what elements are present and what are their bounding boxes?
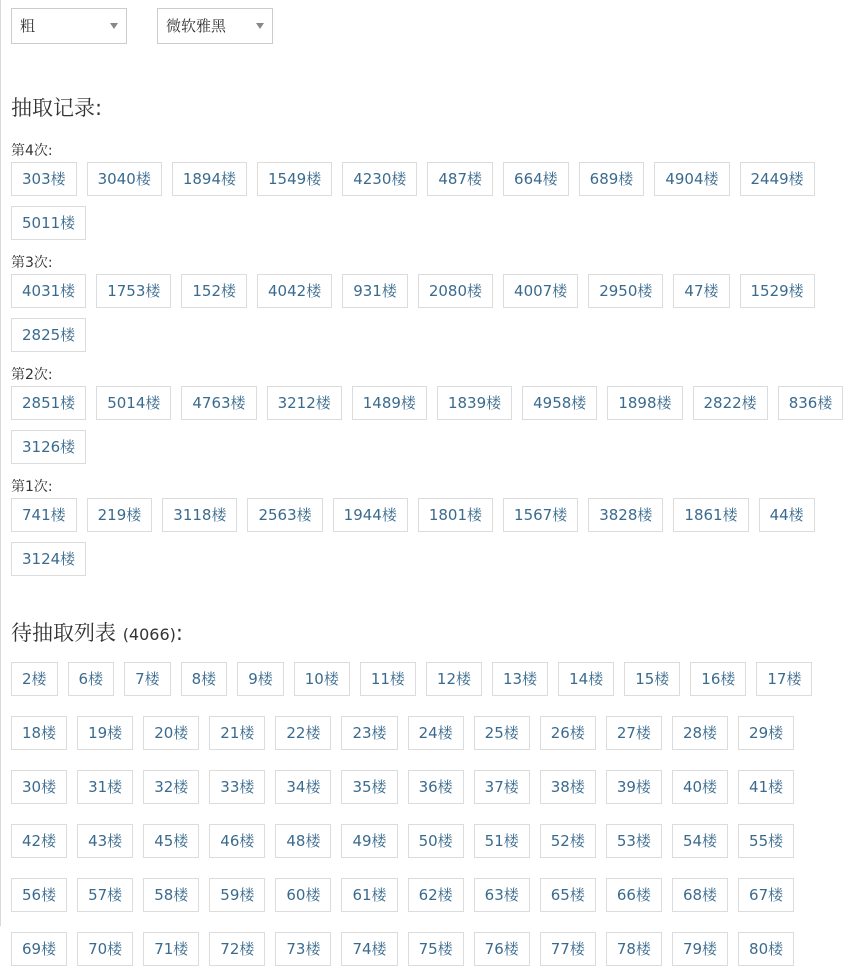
pending-item[interactable]: 73楼 (275, 932, 331, 966)
pending-item[interactable]: 62楼 (408, 878, 464, 912)
pending-item[interactable]: 8楼 (181, 662, 228, 696)
pending-item[interactable]: 10楼 (294, 662, 350, 696)
round-items (11, 162, 851, 240)
record-item[interactable]: 836楼 (778, 386, 844, 420)
record-item[interactable]: 4230楼 (342, 162, 417, 196)
pending-item[interactable]: 31楼 (77, 770, 133, 804)
record-item[interactable]: 2950楼 (588, 274, 663, 308)
round-items (11, 498, 851, 576)
record-item[interactable]: 1801楼 (418, 498, 493, 532)
pending-item[interactable]: 49楼 (341, 824, 397, 858)
font-family-select[interactable] (157, 8, 273, 44)
pending-item[interactable]: 74楼 (341, 932, 397, 966)
pending-item[interactable]: 40楼 (672, 770, 728, 804)
pending-item[interactable]: 9楼 (237, 662, 284, 696)
pending-item[interactable]: 38楼 (540, 770, 596, 804)
record-item[interactable]: 1489楼 (352, 386, 427, 420)
pending-item[interactable]: 14楼 (558, 662, 614, 696)
record-item[interactable]: 219楼 (87, 498, 153, 532)
pending-item[interactable]: 67楼 (738, 878, 794, 912)
round-label: 第3次: (11, 255, 53, 271)
record-item[interactable]: 931楼 (342, 274, 408, 308)
record-item[interactable]: 741楼 (11, 498, 77, 532)
record-item[interactable]: 1839楼 (437, 386, 512, 420)
pending-item[interactable]: 36楼 (408, 770, 464, 804)
round-label: 第2次: (11, 367, 53, 383)
font-family-value: 微软雅黑 (166, 17, 227, 35)
pending-item[interactable]: 24楼 (408, 716, 464, 750)
pending-item[interactable]: 55楼 (738, 824, 794, 858)
pending-count: (4066) (122, 625, 176, 644)
pending-item[interactable]: 6楼 (68, 662, 115, 696)
pending-item[interactable]: 32楼 (143, 770, 199, 804)
pending-item[interactable]: 17楼 (756, 662, 812, 696)
round-label: 第4次: (11, 143, 53, 159)
pending-item[interactable]: 43楼 (77, 824, 133, 858)
record-item[interactable]: 303楼 (11, 162, 77, 196)
pending-item[interactable]: 11楼 (360, 662, 416, 696)
record-item[interactable]: 4031楼 (11, 274, 86, 308)
pending-item[interactable]: 59楼 (209, 878, 265, 912)
pending-item[interactable]: 71楼 (143, 932, 199, 966)
pending-item[interactable]: 52楼 (540, 824, 596, 858)
pending-item[interactable]: 57楼 (77, 878, 133, 912)
pending-item[interactable]: 33楼 (209, 770, 265, 804)
pending-item[interactable]: 16楼 (690, 662, 746, 696)
pending-item[interactable]: 54楼 (672, 824, 728, 858)
font-weight-select[interactable] (11, 8, 127, 44)
pending-item[interactable]: 70楼 (77, 932, 133, 966)
record-item[interactable]: 4958楼 (522, 386, 597, 420)
record-item[interactable]: 689楼 (579, 162, 645, 196)
round-items (11, 274, 851, 352)
record-item[interactable]: 4904楼 (654, 162, 729, 196)
record-item[interactable]: 3040楼 (87, 162, 162, 196)
pending-item[interactable]: 77楼 (540, 932, 596, 966)
pending-item[interactable]: 69楼 (11, 932, 67, 966)
record-item[interactable]: 1753楼 (96, 274, 171, 308)
pending-item[interactable]: 37楼 (474, 770, 530, 804)
pending-item[interactable]: 7楼 (124, 662, 171, 696)
pending-item[interactable]: 35楼 (341, 770, 397, 804)
chevron-down-icon (256, 23, 264, 29)
record-item[interactable]: 5011楼 (11, 206, 86, 240)
font-weight-value: 粗 (20, 17, 36, 35)
record-item[interactable]: 1944楼 (333, 498, 408, 532)
pending-item[interactable]: 48楼 (275, 824, 331, 858)
record-item[interactable]: 2822楼 (693, 386, 768, 420)
record-item[interactable]: 3828楼 (588, 498, 663, 532)
pending-item[interactable]: 39楼 (606, 770, 662, 804)
round-items (11, 386, 851, 464)
record-item[interactable]: 2080楼 (418, 274, 493, 308)
record-item[interactable]: 1861楼 (673, 498, 748, 532)
record-item[interactable]: 3212楼 (267, 386, 342, 420)
pending-item[interactable]: 65楼 (540, 878, 596, 912)
pending-heading-suffix: : (175, 621, 183, 645)
pending-item[interactable]: 45楼 (143, 824, 199, 858)
pending-item[interactable]: 29楼 (738, 716, 794, 750)
chevron-down-icon (110, 23, 118, 29)
record-item[interactable]: 664楼 (503, 162, 569, 196)
record-item[interactable]: 5014楼 (96, 386, 171, 420)
pending-item[interactable]: 72楼 (209, 932, 265, 966)
pending-item[interactable]: 21楼 (209, 716, 265, 750)
record-item[interactable]: 3126楼 (11, 430, 86, 464)
record-item[interactable]: 2449楼 (740, 162, 815, 196)
pending-item[interactable]: 30楼 (11, 770, 67, 804)
records-heading: 抽取记录: (11, 96, 103, 120)
record-item[interactable]: 1898楼 (607, 386, 682, 420)
pending-list (11, 662, 861, 976)
pending-item[interactable]: 63楼 (474, 878, 530, 912)
record-item[interactable]: 2825楼 (11, 318, 86, 352)
record-item[interactable]: 4042楼 (257, 274, 332, 308)
record-item[interactable]: 1894楼 (172, 162, 247, 196)
pending-item[interactable]: 58楼 (143, 878, 199, 912)
record-item[interactable]: 152楼 (181, 274, 247, 308)
record-item[interactable]: 3124楼 (11, 542, 86, 576)
pending-item[interactable]: 61楼 (341, 878, 397, 912)
pending-item[interactable]: 56楼 (11, 878, 67, 912)
pending-item[interactable]: 80楼 (738, 932, 794, 966)
record-item[interactable]: 1549楼 (257, 162, 332, 196)
pending-item[interactable]: 26楼 (540, 716, 596, 750)
pending-item[interactable]: 23楼 (341, 716, 397, 750)
pending-item[interactable]: 18楼 (11, 716, 67, 750)
pending-item[interactable]: 20楼 (143, 716, 199, 750)
pending-item[interactable]: 51楼 (474, 824, 530, 858)
pending-item[interactable]: 68楼 (672, 878, 728, 912)
record-item[interactable]: 2563楼 (247, 498, 322, 532)
pending-item[interactable]: 41楼 (738, 770, 794, 804)
pending-item[interactable]: 75楼 (408, 932, 464, 966)
pending-item[interactable]: 60楼 (275, 878, 331, 912)
pending-item[interactable]: 12楼 (426, 662, 482, 696)
record-item[interactable]: 3118楼 (162, 498, 237, 532)
left-border (0, 0, 1, 926)
record-item[interactable]: 4007楼 (503, 274, 578, 308)
record-item[interactable]: 487楼 (427, 162, 493, 196)
pending-item[interactable]: 2楼 (11, 662, 58, 696)
pending-item[interactable]: 50楼 (408, 824, 464, 858)
pending-item[interactable]: 42楼 (11, 824, 67, 858)
pending-item[interactable]: 27楼 (606, 716, 662, 750)
pending-item[interactable]: 13楼 (492, 662, 548, 696)
record-item[interactable]: 1567楼 (503, 498, 578, 532)
pending-item[interactable]: 28楼 (672, 716, 728, 750)
pending-item[interactable]: 46楼 (209, 824, 265, 858)
pending-item[interactable]: 66楼 (606, 878, 662, 912)
pending-item[interactable]: 34楼 (275, 770, 331, 804)
pending-item[interactable]: 25楼 (474, 716, 530, 750)
pending-item[interactable]: 53楼 (606, 824, 662, 858)
pending-item[interactable]: 15楼 (624, 662, 680, 696)
pending-item[interactable]: 76楼 (474, 932, 530, 966)
round-label: 第1次: (11, 479, 53, 495)
pending-heading (11, 617, 183, 647)
pending-item[interactable]: 19楼 (77, 716, 133, 750)
pending-item[interactable]: 22楼 (275, 716, 331, 750)
record-item[interactable]: 47楼 (673, 274, 729, 308)
record-item[interactable]: 2851楼 (11, 386, 86, 420)
pending-heading-text: 待抽取列表 (11, 621, 116, 645)
pending-item[interactable]: 78楼 (606, 932, 662, 966)
record-item[interactable]: 1529楼 (740, 274, 815, 308)
pending-item[interactable]: 79楼 (672, 932, 728, 966)
record-item[interactable]: 4763楼 (181, 386, 256, 420)
record-item[interactable]: 44楼 (759, 498, 815, 532)
